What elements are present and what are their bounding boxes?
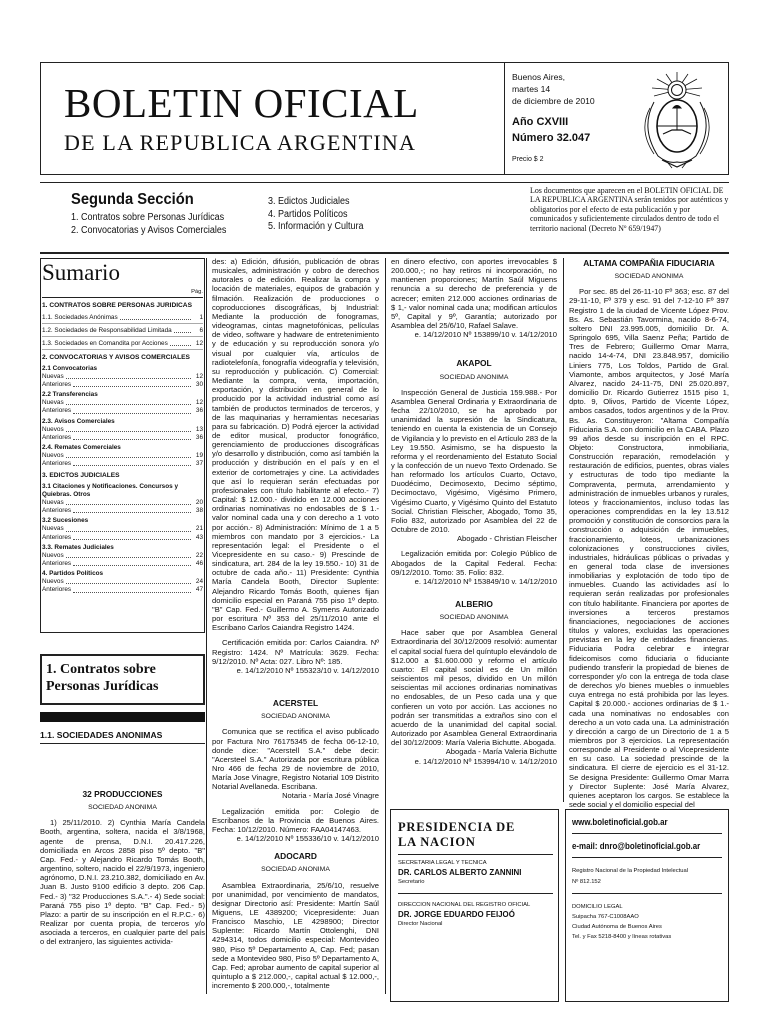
sumario-entry[interactable] [42,314,203,324]
registro-label: Registro Nacional de la Propiedad Intelectual [572,868,689,874]
column-rule [206,258,207,994]
edict-text: des: a) Edición, difusión, publicación de obras musicales, administración y cobro de derechos autorales o de edición. Realizar la compra y locación de materiales, equipos de grabación y filmación. Realización de producciones o coproducciones discográficas, bj Industrial: Mediante la producción de fonogramas, videogramas, cintas magnetofónicas, películas de video, software y hadware de entretenimiento y de educación y su reproducción sonora y/o visual por cualquier vía, artículos de radiotelefonía, fonografía videografía y televisión, su reproducción y publicación. C) Comercial: Mediante la compra, venta, importación, exportación, y distribución en general de lo producido por la actividad industrial como así también de productos terminados de terceros, y de las maquinarias y herramientas necesarias para su fabricación. D) Podrá ejercer la actividad de editor musical, productor fonográfico, gerenciamiento de producciones discográficas y/o desarrollo y distribución, como así también la producción y distribución en el país y en el exterior de cortometrajes y cine. La actividades que así lo requieran serán efectuadas por profesionales con título habilitante al efecto.- 7) Capital: $ 12.000.- dividido en 12.000 acciones ordinarias nominativas no endosables de $ 1.- valor nominal cada una y con derecho a 1 voto por acción.- 8) Administración: Mínimo de 1 a 5 miembros con mandato por 3 ejercicios.- La representación legal: el Presidente o el Vicepresidente en su caso.- 9) Prescinde de sindicatura, art. 284 de la ley 19.550.- 10) 31 de octubre de cada año.- 11) Presidente: Cynthia María Candela Booth, Director Suplente: Alejandro Ricardo Tomás Booth, quienes fijan domicilio especial en Paraná 755 piso 1º depto. "B" Cap. Fed.- Guillermo A. Symens Autorizado por escritura Nº 353 del 25/11/2010 ante el Escribano Carlos Caiandra Registro 1424. [212,257,379,633]
sumario-entry[interactable] [42,381,203,389]
website-link[interactable]: www.boletinoficial.gob.ar [572,817,668,827]
sumario-entry-page: 37 [195,460,203,468]
sumario-subheading: 2.3. Avisos Comerciales [42,417,115,425]
sumario-content [42,260,203,595]
edict-text: Asamblea Extraordinaria, 25/6/10, resuelve por unanimidad, por vencimiento de mandatos, designar Directorio así: Presidente: Martín Saúl Miguens, LE 4389200; Vicepresidente: Juan Francisco Maschio, LE 4298900; Director Suplente: Ricardo Martín Ottolenghi, DNI 4294314, todos domicilio especial: Montevideo 980, Piso 5º Departamento A, Cap. Fed; pasan sede a Montevideo 980, Piso 5º Departamento A, Cap. Fed; aprobar aumento de capital superior al quintuplo a $ 212.000,-, capital actual $ 12.000,-, incremento $ 200.000,-, totalmente [212,880,379,991]
dot-leader [66,399,191,405]
domicilio-address: Suipacha 767-C1008AAO [572,914,639,920]
edict-text: Por sec. 85 del 26-11-10 Fº 363; esc. 87 del 29-11-10, Fº 379 y esc. 91 del 7-12-10 Fº 397 Registro 1 de la ciudad de Vicente López Prov. Bs. As. Sebastián Tavormina, nacido 8-6-74, soltero DNI 23.995.005, domicilio Dr. A. Springolo 695, Villa Saenz Peña; Partido de Tres de Febrero; Guillermo Omar Marra, nacido 14-4-74, DNI 23.848.957, domicilio Liniers 775, Los Toldos, Partido de Gral. Viamonte, ambos arquitectos, y José María Alvarez, nacido 24-11-75, DNI 25.020.897, domicilio Dr. Ricardo Gutierrez 1515 piso 1, dpto. 9, Olivos, Partido de Vicente López, ambos casados, todos argentinos y de la Prov. Bs. As. Constituyeron: "Altama Compañía Fiduciaria S.A. con domicilio en la CABA. Plazo 99 años desde su inscripción en el RPC. Objeto: Constructora, inmobiliaria, Construcción reparación, remodelación y restauración de edificios, puentes, obras viales y estructuras de todo tipo mediante la Compraventa, permuta, arrendamiento y administración de inmuebles urbanos y rurales, loteos y fraccionamientos, incluso todas las operaciones comprendidas en la ley 13.512 promoción y constitución de consorcios para la construcción o adquisición de inmuebles, fraccionamiento, loteos, urbanizaciones colonizaciones y construcciones civiles, industriales, hidráulicas públicas o privadas y en general toda clase de inversiones inmobiliarias y explotación de todo tipo de inmuebles. Cuando las actividades así lo requieran serán realizadas por profesionales con título habilitante. Financiera por aportes de inversiones a terceros prestamos financiaciones, negociaciones de acciones títulos y valores, excluidas las operaciones previstas en la ley de entidades financieras. Fiduciaria Podra celebrar e integrar fideicomisos como fiduciaria o fiduciante pudiendo transferir la propiedad de bienes de corresponder y/o con la entrega de toda clase de derechos y/o bienes muebles o inmuebles cuya entrega no está prohibida por las leyes. Capital $ 20.000.- acciones ordinarias de $ 1.- cada una nominativas no endosables con derecho a un voto cada una. La administración y dirección a cargo de un Directorio de 1 a 5 miembros por 3 ejercicios. La representación corresponde al Presidente o al Vicepresidente en su caso. La sociedad prescinde de la sindicatura. El cierre de ejercicio es el 31-12. Se designa Presidente: Guillermo Omar Marra y Director Suplente: José María Alvarez, quienes aceptaron los cargos. Se establece la sede social y el domicilio especial del [569,287,729,810]
edict-text: Comunica que se rectifica el aviso publicado por Factura Nro 76175345 de fecha 06-12-10, donde dice: "Acerstell S.A." debe decir: "Acersteel S.A." Autorizada por escritura pública Nro 466 de fecha 29 de noviembre de 2010, María Jose Vinagre, Registro Notarial 109 Distrito Notarial Avellaneda. Escribana. [212,727,379,792]
section-item: 3. Edictos Judiciales [268,196,350,207]
sumario-entry[interactable] [42,399,203,407]
dot-leader [66,426,191,432]
sumario-entry-page: 36 [195,433,203,441]
sumario-entry-page: 21 [195,525,203,533]
sumario-entry-page: 43 [195,533,203,541]
edict-certification: Legalización emitida por: Colegio de Escribanos de la Provincia de Buenos Aires. Fecha: 10/12/2010. Número: FAA04147463. [212,806,379,834]
legal-notice: Los documentos que aparecen en el BOLETIN OFICIAL DE LA REPUBLICA ARGENTINA serán tenidos por auténticos y obligatorios por el efecto de esta publicación y por comunicados y suficientemente circulados dentro de todo el territorio nacional (Decreto Nº 659/1947) [530,186,729,233]
dot-leader [73,434,191,440]
sumario-title: Sumario [42,260,120,285]
secretario-name: DR. CARLOS ALBERTO ZANNINI [398,867,522,877]
sumario-entry-page: 22 [195,551,203,559]
sumario-entry-page: 12 [195,399,203,407]
column-3 [391,257,557,802]
presidencia-title: PRESIDENCIA DE LA NACION [398,820,516,849]
issue-date [512,71,595,107]
section-item: 1. Contratos sobre Personas Jurídicas [71,212,225,223]
black-bar [40,712,205,722]
sumario-entry-label: Anteriores [42,586,72,594]
domicilio-label: DOMICILIO LEGAL [572,904,623,910]
company-type: SOCIEDAD ANONIMA [439,614,509,622]
sumario-heading: 3. EDICTOS JUDICIALES [42,472,120,480]
sumario-entry-label: Anteriores [42,381,72,388]
sumario-entry-label: 1.3. Sociedades en Comandita por Acciones [42,340,168,347]
edict-signature: Abogado - Christian Fleischer [456,534,557,544]
edict-certification: Legalización emitida por: Colegio Público de Abogados de la Capital Federal. Fecha: 09/12/2010. Tomo: 35. Folio: 832. [391,549,557,577]
sumario-entry[interactable] [42,327,203,337]
sumario-entry-label: Nuevas [42,499,64,507]
column-rule [563,258,564,802]
edict-signature: Abogada - María Valeria Bichutte [445,747,557,757]
registro-block [572,866,722,888]
sumario-entry-label: Nuevos [42,578,64,586]
sumario-entry[interactable] [42,434,203,442]
dot-leader [73,460,191,466]
domicilio-phone: Tel. y Fax 5218-8400 y líneas rotativas [572,934,672,940]
section-item: 5. Información y Cultura [268,221,364,232]
edict-text: Hace saber que por Asamblea General Extraordinaria del 30/12/2009 resolvió: aumentar el capital social fuera del quíntuplo elevándolo de $12.000 a $1.600.000 y reformo el artículo cuarto: El capital social es de Un millón seiscientos mil pesos, dividido en Un millón seiscientas mil acciones ordinarias nominativas no endosables, de un Peso cada una y que confieren un voto por acción. Las acciones no podrán ser transmitidas a extraños sino con el acuerdo de la unanimidad del capital social. Autorizado por Asamblea General Extraordinaria del 30/12/2009: María Valeria Bichutte. Abogada. [391,628,557,748]
dot-leader [66,373,191,379]
column-4 [569,257,729,810]
sumario-entry-label: Anteriores [42,460,72,468]
edict-reference: e. 14/12/2010 Nº 155323/10 v. 14/12/2010 [236,665,379,675]
section-items-right [268,196,364,234]
sumario-entry-label: Anteriores [42,560,72,568]
box-rule [572,857,722,858]
sumario-entry[interactable] [42,452,203,460]
edict-reference: e. 14/12/2010 Nº 153849/10 v. 14/12/2010 [414,576,557,586]
sumario-list [42,365,203,469]
box-rule [572,893,722,894]
sumario-subheading: 3.2 Sucesiones [42,517,89,525]
sumario-subheading: 2.1 Convocatorias [42,364,98,372]
sumario-entry-page: 1 [199,313,203,321]
company-name: ADOCARD [274,851,317,862]
column-1 [40,790,205,1002]
sumario-subheading: 3.3. Remates Judiciales [42,543,114,551]
sumario-heading: 1. CONTRATOS SOBRE PERSONAS JURIDICAS [42,302,192,309]
edict-text: Inspección General de Justicia 159.988.- Por Asamblea General Ordinaria y Extraordinaria de fecha 22/10/2010, se ha aprobado por unanimidad la supresión de la Sindicatura, teniendo en cuenta la existencia de un Consejo de Vigilancia y lo previsto en el Artículo 283 de la Ley 19.550. Asimismo, se ha dispuesto la reforma y el reordenamiento del Estatuto Social y la confección de un nuevo Texto Ordenado. Se han reformado los artículos Cuarto, Octavo, Duodécimo, Decimosexto, Decimo séptimo, Decimoctavo, Vigésimo, Vigésimo Primero, Vigésimo Cuarto, y Vigésimo Quinto del Estatuto Social. Christian Fleischer, Abogado, Tomo 35, Folio 832, autorizado por Asamblea del 22 de Octubre de 2010. [391,387,557,535]
sumario-entry[interactable] [42,525,203,533]
sumario-entry-page: 20 [195,499,203,507]
masthead-divider [504,62,505,175]
place-label: Buenos Aires, [512,72,566,82]
company-type: SOCIEDAD ANONIMA [261,713,330,721]
domicilio-block [572,902,722,942]
sumario-entry-label: Anteriores [42,433,72,441]
sumario-subheading: 2.2 Transferencias [42,391,98,399]
dot-leader [73,586,191,592]
contratos-box-title: 1. Contratos sobre Personas Jurídicas [46,662,159,694]
sumario-entry-page: 13 [195,425,203,433]
sumario-entry-label: Nuevos [42,551,64,559]
company-name: AKAPOL [456,358,492,369]
registro-number: Nº 812.152 [572,879,601,885]
dot-leader [66,525,191,531]
dot-leader [66,499,191,505]
issue-price: Precio $ 2 [512,156,544,163]
sumario-entry-page: 30 [195,381,203,388]
sumario-entry[interactable] [42,373,203,381]
sumario-entry[interactable] [42,560,203,568]
coat-of-arms-icon [632,68,722,170]
sumario-entry-label: Nuevos [42,452,64,460]
sumario-entry-page: 12 [195,372,203,380]
dot-leader [73,507,191,513]
edict-reference: e. 14/12/2010 Nº 155336/10 v. 14/12/2010 [236,834,379,844]
sumario-entry-page: 6 [199,326,203,334]
sumario-subheading: 2.4. Remates Comerciales [42,444,121,452]
sumario-entry[interactable] [42,340,203,350]
newspaper-title: BOLETIN OFICIAL [64,80,419,126]
director-name: DR. JORGE EDUARDO FEIJOÓ [398,909,515,919]
sumario-entry-label: Nuevos [42,425,64,433]
sumario-entry-page: 12 [195,340,203,347]
sumario-entry[interactable] [42,460,203,468]
edict-reference: e. 14/12/2010 Nº 153994/10 v. 14/12/2010 [414,756,557,766]
sumario-entry-label: Anteriores [42,407,72,415]
dot-leader [73,560,191,566]
sumario-entry-page: 24 [195,578,203,586]
secretaria-label: SECRETARIA LEGAL Y TECNICA [398,860,487,866]
issue-year: Año CXVIII [512,116,569,128]
sumario-subheading: 3.1 Citaciones y Notificaciones. Concursos y Quiebras. Otros [42,483,179,499]
box-rule [572,833,722,834]
dot-leader [66,452,191,458]
section-bottom-rule [40,252,729,254]
sumario-entry[interactable] [42,407,203,415]
edict-text: 1) 25/11/2010. 2) Cynthia María Candela Booth, argentina, soltera, nacida el 3/8/1968, agente de prensa, D.N.I. 20.417.226, domiciliada en Arcos 2858 piso 5º depto. "B" Cap. Fed.- y Alejandro Ricardo Tomás Booth, argentino, soltero, nacido el 22/9/1973, ingeniero agrónomo, D.N.I. 23.210.382, domiciliado en Av. Juan B. Justo 9100 edificio 3 depto. 206 Cap. Fed.- 3) "32 Producciones S.A.".- 4) Sede social: Paraná 755 piso 1º depto. "B" Cap. Fed.- 5) Plazo: a partir de su inscripción en el R.P.C.- 6) Realizar por cuenta propia, de terceros y/o asociada a terceros, en cualquier parte del país o del extranjero, las siguientes activida- [40,818,205,947]
box-rule [398,893,553,894]
sumario-entry-page: 19 [195,452,203,460]
sumario-entry-page: 46 [195,560,203,568]
dot-leader [73,407,191,413]
sumario-entry[interactable] [42,507,203,515]
dot-leader [66,578,191,584]
dot-leader [73,534,191,540]
director-role: Director Nacional [398,921,443,927]
sumario-entry-label: Nuevas [42,399,64,407]
company-type: SOCIEDAD ANONIMA [614,273,684,281]
company-name: ALTAMA COMPAÑIA FIDUCIARIA [583,258,715,268]
sumario-page-label: Pág. [191,289,203,295]
sumario-entry[interactable] [42,499,203,507]
sumario-heading: 2. CONVOCATORIAS Y AVISOS COMERCIALES [42,354,190,362]
edict-signature: Notaria - María José Vinagre [282,791,379,801]
sumario-entry[interactable] [42,426,203,434]
dot-leader [174,327,191,333]
sumario-entry-label: 1.2. Sociedades de Responsabilidad Limitada [42,326,172,334]
date-label: de diciembre de 2010 [512,96,595,106]
column-rule [385,258,386,994]
sumario-subheading: 4. Partidos Políticos [42,570,104,578]
company-type: SOCIEDAD ANONIMA [439,373,509,381]
dot-leader [73,381,191,387]
company-type: SOCIEDAD ANONIMA [88,804,157,812]
sumario-list [42,314,203,351]
secretaria-block [398,860,553,886]
company-name: 32 PRODUCCIONES [82,789,163,799]
direccion-block [398,902,553,928]
sumario-entry-label: Nuevas [42,372,64,380]
dot-leader [170,340,191,346]
email-link[interactable]: e-mail: dnro@boletinoficial.gob.ar [572,841,701,851]
edict-certification: Certificación emitida por: Carlos Caiandra. Nº Registro: 1424. Nº Matrícula: 3629. Fecha: 9/12/2010. Nº Acta: 027. Libro Nº: 185. [212,638,379,666]
sumario-entry[interactable] [42,586,203,594]
company-name: ALBERIO [455,599,493,609]
sumario-entry[interactable] [42,534,203,542]
section-heading-sa: 1.1. SOCIEDADES ANONIMAS [40,730,163,740]
company-name: ACERSTEL [272,698,319,709]
dot-leader [120,314,191,320]
weekday-label: martes 14 [512,84,551,94]
section-top-rule [40,182,729,183]
section-items-left [71,212,226,237]
sumario-entry[interactable] [42,552,203,560]
company-type: SOCIEDAD ANONIMA [261,866,330,874]
issue-number: Número 32.047 [512,132,591,144]
box-rule [398,854,553,855]
sumario-entry-label: 1.1. Sociedades Anónimas [42,313,118,321]
sumario-entry-label: Anteriores [42,533,72,541]
sumario-entry-page: 38 [195,507,203,515]
sumario-entry-page: 47 [195,586,203,594]
heading-rule [40,743,205,744]
sumario-entry-label: Nuevas [42,525,64,533]
newspaper-subtitle: DE LA REPUBLICA ARGENTINA [64,130,417,155]
edict-text: en dinero efectivo, con aportes irrevocables $ 200.000,-; no hay retiros ni incorporación, no mantienen proporciones; Martín Saúl Miguens renuncia a su derecho de preferencia y de acrecer; emiten 212.000 acciones ordinarias de $ 1,- valor nominal cada una; modifican artículos 5º, Capital y 9º, Garantía; autorizado por Asamblea del 25/6/10, Rafael Salave. [391,257,557,331]
secretario-role: Secretario [398,879,425,885]
edict-reference: e. 14/12/2010 Nº 153899/10 v. 14/12/2010 [414,330,557,340]
direccion-label: DIRECCION NACIONAL DEL REGISTRO OFICIAL [398,902,531,908]
sumario-entry-label: Anteriores [42,507,72,515]
sumario-entry[interactable] [42,578,203,586]
section-item: 4. Partidos Políticos [268,208,348,220]
domicilio-city: Ciudad Autónoma de Buenos Aires [572,924,662,930]
section-title: Segunda Sección [71,191,194,208]
sumario-list [42,483,203,595]
section-item: 2. Convocatorias y Avisos Comerciales [71,224,227,236]
sumario-entry-page: 36 [195,407,203,415]
column-2 [212,257,379,1002]
dot-leader [66,552,191,558]
